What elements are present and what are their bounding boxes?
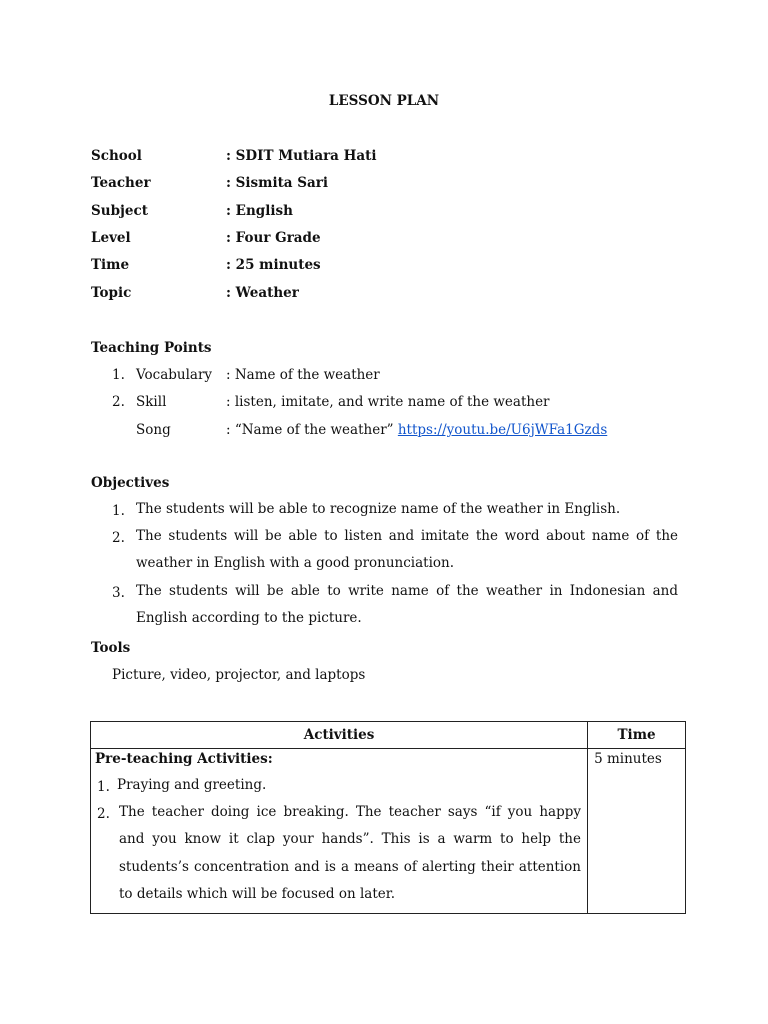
table-row bbox=[91, 749, 686, 914]
tools-heading: Tools bbox=[91, 640, 131, 656]
table-header-row bbox=[91, 722, 686, 749]
activities-table bbox=[90, 721, 686, 914]
activities-column-header: Activities bbox=[91, 722, 588, 749]
time-value: 5 minutes bbox=[594, 751, 662, 767]
info-label: Time bbox=[91, 257, 130, 273]
teaching-point-label: Vocabulary bbox=[136, 367, 213, 383]
document-title: LESSON PLAN bbox=[328, 93, 440, 109]
list-number: 3. bbox=[112, 585, 125, 601]
info-value: : Sismita Sari bbox=[226, 175, 328, 191]
info-label: School bbox=[91, 148, 142, 164]
info-value: : English bbox=[226, 203, 293, 219]
info-value: : Four Grade bbox=[226, 230, 321, 246]
objective-text: The students will be able to write name of the weather in Indonesian and English according to the picture. bbox=[136, 583, 678, 627]
song-title: : “Name of the weather” bbox=[226, 422, 398, 438]
objective-text: The students will be able to listen and imitate the word about name of the weather in English with a good pronunciation. bbox=[136, 528, 678, 572]
list-number: 1. bbox=[112, 367, 125, 383]
list-number: 1. bbox=[112, 503, 125, 519]
teaching-point-label: Song bbox=[136, 422, 171, 438]
teaching-point-value bbox=[226, 422, 607, 438]
list-number: 2. bbox=[112, 394, 125, 410]
objective-text: The students will be able to recognize name of the weather in English. bbox=[136, 501, 621, 517]
song-link[interactable]: https://youtu.be/U6jWFa1Gzds bbox=[397, 422, 608, 438]
activities-cell bbox=[91, 749, 588, 914]
info-value: : 25 minutes bbox=[226, 257, 321, 273]
objectives-heading: Objectives bbox=[91, 475, 170, 491]
activity-text: The teacher doing ice breaking. The teacher says “if you happy and you know it clap your hands”. This is a warm to help the students’s concentration and is a means of alerting their attention to details which will be focused on later. bbox=[119, 804, 581, 903]
section-title: Pre-teaching Activities: bbox=[95, 751, 273, 767]
info-label: Teacher bbox=[91, 175, 151, 191]
info-label: Subject bbox=[91, 203, 148, 219]
time-column-header: Time bbox=[588, 722, 686, 749]
list-number: 2. bbox=[112, 530, 125, 546]
info-value: : Weather bbox=[226, 285, 299, 301]
info-value: : SDIT Mutiara Hati bbox=[226, 148, 377, 164]
tools-text: Picture, video, projector, and laptops bbox=[112, 667, 366, 683]
teaching-point-label: Skill bbox=[136, 394, 167, 410]
time-cell bbox=[588, 749, 686, 914]
teaching-points-heading: Teaching Points bbox=[91, 340, 212, 356]
list-number: 2. bbox=[97, 806, 110, 822]
info-label: Topic bbox=[91, 285, 132, 301]
info-label: Level bbox=[91, 230, 131, 246]
activity-text: Praying and greeting. bbox=[117, 777, 267, 793]
teaching-point-value: : listen, imitate, and write name of the weather bbox=[226, 394, 550, 410]
teaching-point-value: : Name of the weather bbox=[226, 367, 380, 383]
list-number: 1. bbox=[97, 779, 110, 795]
